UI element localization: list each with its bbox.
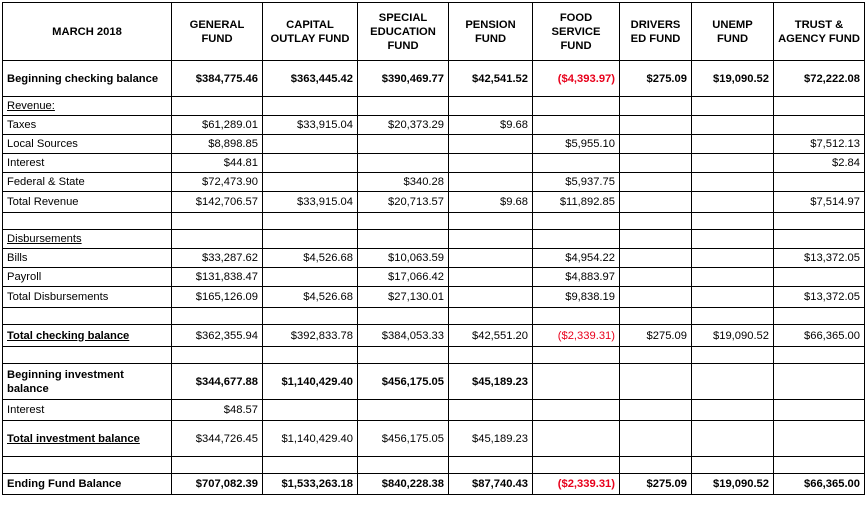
value-cell: $9.68 bbox=[449, 192, 533, 213]
row-revenue-header bbox=[3, 97, 865, 116]
value-cell bbox=[533, 116, 620, 135]
row-total-revenue bbox=[3, 192, 865, 213]
row-total-checking bbox=[3, 325, 865, 347]
value-cell bbox=[263, 173, 358, 192]
month-label: MARCH 2018 bbox=[3, 3, 172, 61]
value-cell: $72,222.08 bbox=[774, 61, 865, 97]
row-label: Payroll bbox=[3, 268, 172, 287]
value-cell bbox=[533, 154, 620, 173]
value-cell: $45,189.23 bbox=[449, 421, 533, 457]
value-cell bbox=[620, 135, 692, 154]
row-label: Local Sources bbox=[3, 135, 172, 154]
value-cell: $4,954.22 bbox=[533, 249, 620, 268]
value-cell bbox=[263, 400, 358, 421]
value-cell: $275.09 bbox=[620, 61, 692, 97]
value-cell bbox=[692, 249, 774, 268]
value-cell: $61,289.01 bbox=[172, 116, 263, 135]
value-cell: $44.81 bbox=[172, 154, 263, 173]
value-cell bbox=[692, 421, 774, 457]
value-cell: $9.68 bbox=[449, 116, 533, 135]
value-cell: $1,140,429.40 bbox=[263, 421, 358, 457]
value-cell: $840,228.38 bbox=[358, 474, 449, 495]
value-cell bbox=[774, 421, 865, 457]
value-cell: $390,469.77 bbox=[358, 61, 449, 97]
value-cell bbox=[620, 364, 692, 400]
row-label: Total Revenue bbox=[3, 192, 172, 213]
value-cell bbox=[692, 192, 774, 213]
value-cell bbox=[774, 116, 865, 135]
value-cell: $4,883.97 bbox=[533, 268, 620, 287]
value-cell: $1,533,263.18 bbox=[263, 474, 358, 495]
value-cell: $456,175.05 bbox=[358, 421, 449, 457]
value-cell: $2.84 bbox=[774, 154, 865, 173]
col-drivers-ed-fund: DRIVERS ED FUND bbox=[620, 3, 692, 61]
value-cell bbox=[774, 400, 865, 421]
value-cell: $20,713.57 bbox=[358, 192, 449, 213]
value-cell: ($2,339.31) bbox=[533, 474, 620, 495]
row-label: Federal & State bbox=[3, 173, 172, 192]
value-cell: $33,915.04 bbox=[263, 116, 358, 135]
value-cell: $165,126.09 bbox=[172, 287, 263, 308]
row-label: Revenue: bbox=[3, 97, 172, 116]
row-payroll bbox=[3, 268, 865, 287]
row-federal-state bbox=[3, 173, 865, 192]
value-cell bbox=[358, 154, 449, 173]
value-cell: $11,892.85 bbox=[533, 192, 620, 213]
value-cell: $363,445.42 bbox=[263, 61, 358, 97]
value-cell bbox=[449, 400, 533, 421]
value-cell: $45,189.23 bbox=[449, 364, 533, 400]
row-label: Beginning checking balance bbox=[3, 61, 172, 97]
value-cell bbox=[533, 421, 620, 457]
col-special-education-fund: SPECIAL EDUCATION FUND bbox=[358, 3, 449, 61]
value-cell bbox=[620, 268, 692, 287]
value-cell bbox=[449, 249, 533, 268]
row-label: Beginning investment balance bbox=[3, 364, 172, 400]
value-cell bbox=[263, 268, 358, 287]
value-cell: $5,955.10 bbox=[533, 135, 620, 154]
value-cell: $13,372.05 bbox=[774, 249, 865, 268]
value-cell: $4,526.68 bbox=[263, 249, 358, 268]
value-cell bbox=[692, 154, 774, 173]
value-cell: $344,677.88 bbox=[172, 364, 263, 400]
col-trust-agency-fund: TRUST & AGENCY FUND bbox=[774, 3, 865, 61]
value-cell: $20,373.29 bbox=[358, 116, 449, 135]
value-cell: $48.57 bbox=[172, 400, 263, 421]
value-cell bbox=[263, 135, 358, 154]
value-cell bbox=[620, 249, 692, 268]
row-taxes bbox=[3, 116, 865, 135]
value-cell bbox=[620, 173, 692, 192]
value-cell bbox=[449, 268, 533, 287]
value-cell: $131,838.47 bbox=[172, 268, 263, 287]
value-cell bbox=[692, 400, 774, 421]
value-cell: $142,706.57 bbox=[172, 192, 263, 213]
header-row bbox=[3, 3, 865, 61]
col-capital-outlay-fund: CAPITAL OUTLAY FUND bbox=[263, 3, 358, 61]
row-label: Disbursements bbox=[3, 230, 172, 249]
value-cell: $42,551.20 bbox=[449, 325, 533, 347]
spacer-row bbox=[3, 347, 865, 364]
value-cell bbox=[774, 364, 865, 400]
row-local-sources bbox=[3, 135, 865, 154]
value-cell bbox=[774, 268, 865, 287]
row-total-disbursements bbox=[3, 287, 865, 308]
value-cell bbox=[692, 364, 774, 400]
row-beginning-checking bbox=[3, 61, 865, 97]
value-cell: $456,175.05 bbox=[358, 364, 449, 400]
value-cell: $5,937.75 bbox=[533, 173, 620, 192]
value-cell bbox=[692, 173, 774, 192]
value-cell bbox=[620, 192, 692, 213]
value-cell: $27,130.01 bbox=[358, 287, 449, 308]
value-cell bbox=[692, 268, 774, 287]
value-cell bbox=[358, 135, 449, 154]
value-cell: $4,526.68 bbox=[263, 287, 358, 308]
value-cell: $384,053.33 bbox=[358, 325, 449, 347]
value-cell: $1,140,429.40 bbox=[263, 364, 358, 400]
value-cell bbox=[449, 135, 533, 154]
col-food-service-fund: FOOD SERVICE FUND bbox=[533, 3, 620, 61]
value-cell bbox=[263, 154, 358, 173]
value-cell: $19,090.52 bbox=[692, 61, 774, 97]
col-pension-fund: PENSION FUND bbox=[449, 3, 533, 61]
value-cell: ($4,393.97) bbox=[533, 61, 620, 97]
row-label: Total Disbursements bbox=[3, 287, 172, 308]
value-cell bbox=[449, 173, 533, 192]
value-cell bbox=[620, 287, 692, 308]
row-bills bbox=[3, 249, 865, 268]
value-cell: $10,063.59 bbox=[358, 249, 449, 268]
value-cell bbox=[774, 173, 865, 192]
value-cell: $707,082.39 bbox=[172, 474, 263, 495]
value-cell: $33,915.04 bbox=[263, 192, 358, 213]
value-cell bbox=[533, 400, 620, 421]
row-label: Taxes bbox=[3, 116, 172, 135]
value-cell: $384,775.46 bbox=[172, 61, 263, 97]
value-cell bbox=[620, 154, 692, 173]
value-cell bbox=[358, 400, 449, 421]
value-cell: $33,287.62 bbox=[172, 249, 263, 268]
value-cell: $19,090.52 bbox=[692, 325, 774, 347]
row-label: Interest bbox=[3, 154, 172, 173]
value-cell: $340.28 bbox=[358, 173, 449, 192]
value-cell bbox=[620, 421, 692, 457]
row-total-investment bbox=[3, 421, 865, 457]
value-cell bbox=[692, 116, 774, 135]
value-cell: $362,355.94 bbox=[172, 325, 263, 347]
value-cell: $7,514.97 bbox=[774, 192, 865, 213]
value-cell: $42,541.52 bbox=[449, 61, 533, 97]
row-ending-fund-balance bbox=[3, 474, 865, 495]
row-label: Total checking balance bbox=[3, 325, 172, 347]
row-label: Bills bbox=[3, 249, 172, 268]
value-cell: ($2,339.31) bbox=[533, 325, 620, 347]
col-general-fund: GENERAL FUND bbox=[172, 3, 263, 61]
value-cell: $87,740.43 bbox=[449, 474, 533, 495]
value-cell: $17,066.42 bbox=[358, 268, 449, 287]
fund-balance-table bbox=[2, 2, 865, 495]
value-cell: $19,090.52 bbox=[692, 474, 774, 495]
value-cell bbox=[692, 287, 774, 308]
value-cell bbox=[692, 135, 774, 154]
value-cell: $275.09 bbox=[620, 325, 692, 347]
row-investment-interest bbox=[3, 400, 865, 421]
value-cell: $9,838.19 bbox=[533, 287, 620, 308]
value-cell bbox=[620, 116, 692, 135]
spacer-row bbox=[3, 213, 865, 230]
value-cell: $66,365.00 bbox=[774, 474, 865, 495]
value-cell: $72,473.90 bbox=[172, 173, 263, 192]
value-cell: $7,512.13 bbox=[774, 135, 865, 154]
value-cell: $8,898.85 bbox=[172, 135, 263, 154]
value-cell: $66,365.00 bbox=[774, 325, 865, 347]
value-cell bbox=[533, 364, 620, 400]
value-cell: $344,726.45 bbox=[172, 421, 263, 457]
spacer-row bbox=[3, 308, 865, 325]
value-cell bbox=[620, 400, 692, 421]
spacer-row bbox=[3, 457, 865, 474]
row-beginning-investment bbox=[3, 364, 865, 400]
col-unemp-fund: UNEMP FUND bbox=[692, 3, 774, 61]
value-cell: $275.09 bbox=[620, 474, 692, 495]
value-cell bbox=[449, 154, 533, 173]
row-label: Interest bbox=[3, 400, 172, 421]
row-interest bbox=[3, 154, 865, 173]
value-cell bbox=[449, 287, 533, 308]
value-cell: $392,833.78 bbox=[263, 325, 358, 347]
value-cell: $13,372.05 bbox=[774, 287, 865, 308]
row-disbursements-header bbox=[3, 230, 865, 249]
row-label: Total investment balance bbox=[3, 421, 172, 457]
row-label: Ending Fund Balance bbox=[3, 474, 172, 495]
